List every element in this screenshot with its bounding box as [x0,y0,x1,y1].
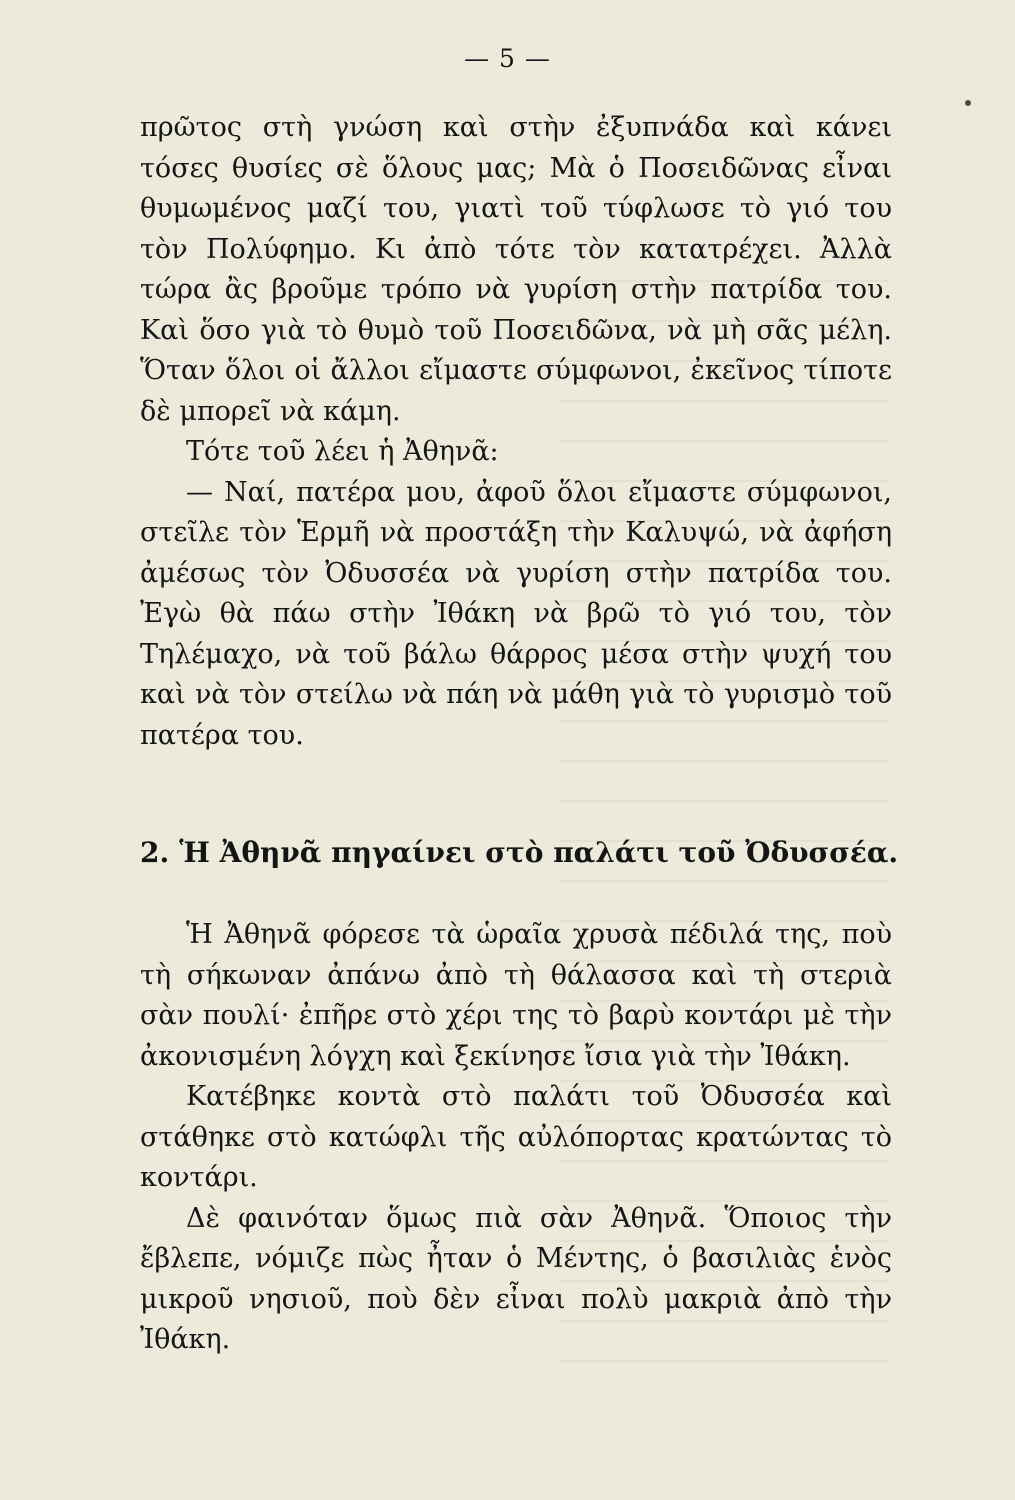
section-title: Ἡ Ἀθηνᾶ πηγαίνει στὸ παλάτι τοῦ Ὀδυσσέα. [179,836,899,869]
section-heading [140,836,900,869]
page-number: — 5 — [464,44,551,73]
paragraph: Ἡ Ἀθηνᾶ φόρεσε τὰ ὡραῖα χρυσὰ πέδιλά της, ποὺ τὴ σήκωναν ἀπάνω ἀπὸ τὴ θάλασσα καὶ τὴ στεριὰ σὰν πουλί· ἐπῆρε στὸ χέρι της τὸ βαρὺ κοντάρι μὲ τὴν ἀκονισμένη λόγχη καὶ ξεκίνησε ἴσια γιὰ τὴν Ἰθάκη. [140,919,892,1072]
text-block-top [140,108,892,756]
paragraph: πρῶτος στὴ γνώση καὶ στὴν ἐξυπνάδα καὶ κάνει τόσες θυσίες σὲ ὅλους μας; Μὰ ὁ Ποσειδῶνας εἶναι θυμωμένος μαζί του, γιατὶ τοῦ τύφλωσε τὸ γιό του τὸν Πολύφημο. Κι ἀπὸ τότε τὸν κατατρέχει. Ἀλλὰ τώρα ἂς βροῦμε τρόπο νὰ γυρίση στὴν πατρίδα του. Καὶ ὅσο γιὰ τὸ θυμὸ τοῦ Ποσειδῶνα, νὰ μὴ σᾶς μέλη. Ὅταν ὅλοι οἱ ἄλλοι εἴμαστε σύμφωνοι, ἐκεῖνος τίποτε δὲ μπορεῖ νὰ κάμη. [140,112,892,427]
ink-dot [965,100,971,106]
paragraph: Τότε τοῦ λέει ἡ Ἀθηνᾶ: [186,436,499,467]
paragraph: Κατέβηκε κοντὰ στὸ παλάτι τοῦ Ὀδυσσέα καὶ στάθηκε στὸ κατώφλι τῆς αὐλόπορτας κρατώντας τὸ κοντάρι. [140,1081,892,1193]
section-number: 2. [140,836,170,869]
paragraph: Δὲ φαινόταν ὅμως πιὰ σὰν Ἀθηνᾶ. Ὅποιος τὴν ἔβλεπε, νόμιζε πὼς ἦταν ὁ Μέντης, ὁ βασιλιὰς ἑνὸς μικροῦ νησιοῦ, ποὺ δὲν εἶναι πολὺ μακριὰ ἀπὸ τὴν Ἰθάκη. [140,1202,892,1355]
text-block-bottom [140,915,892,1361]
paragraph: — Ναί, πατέρα μου, ἀφοῦ ὅλοι εἴμαστε σύμφωνοι, στεῖλε τὸν Ἑρμῆ νὰ προστάξη τὴν Καλυψώ, νὰ ἀφήση ἀμέσως τὸν Ὀδυσσέα νὰ γυρίση στὴν πατρίδα του. Ἐγὼ θὰ πάω στὴν Ἰθάκη νὰ βρῶ τὸ γιό του, τὸν Τηλέμαχο, νὰ τοῦ βάλω θάρρος μέσα στὴν ψυχή του καὶ νὰ τὸν στείλω νὰ πάη νὰ μάθη γιὰ τὸ γυρισμὸ τοῦ πατέρα του. [140,476,892,751]
